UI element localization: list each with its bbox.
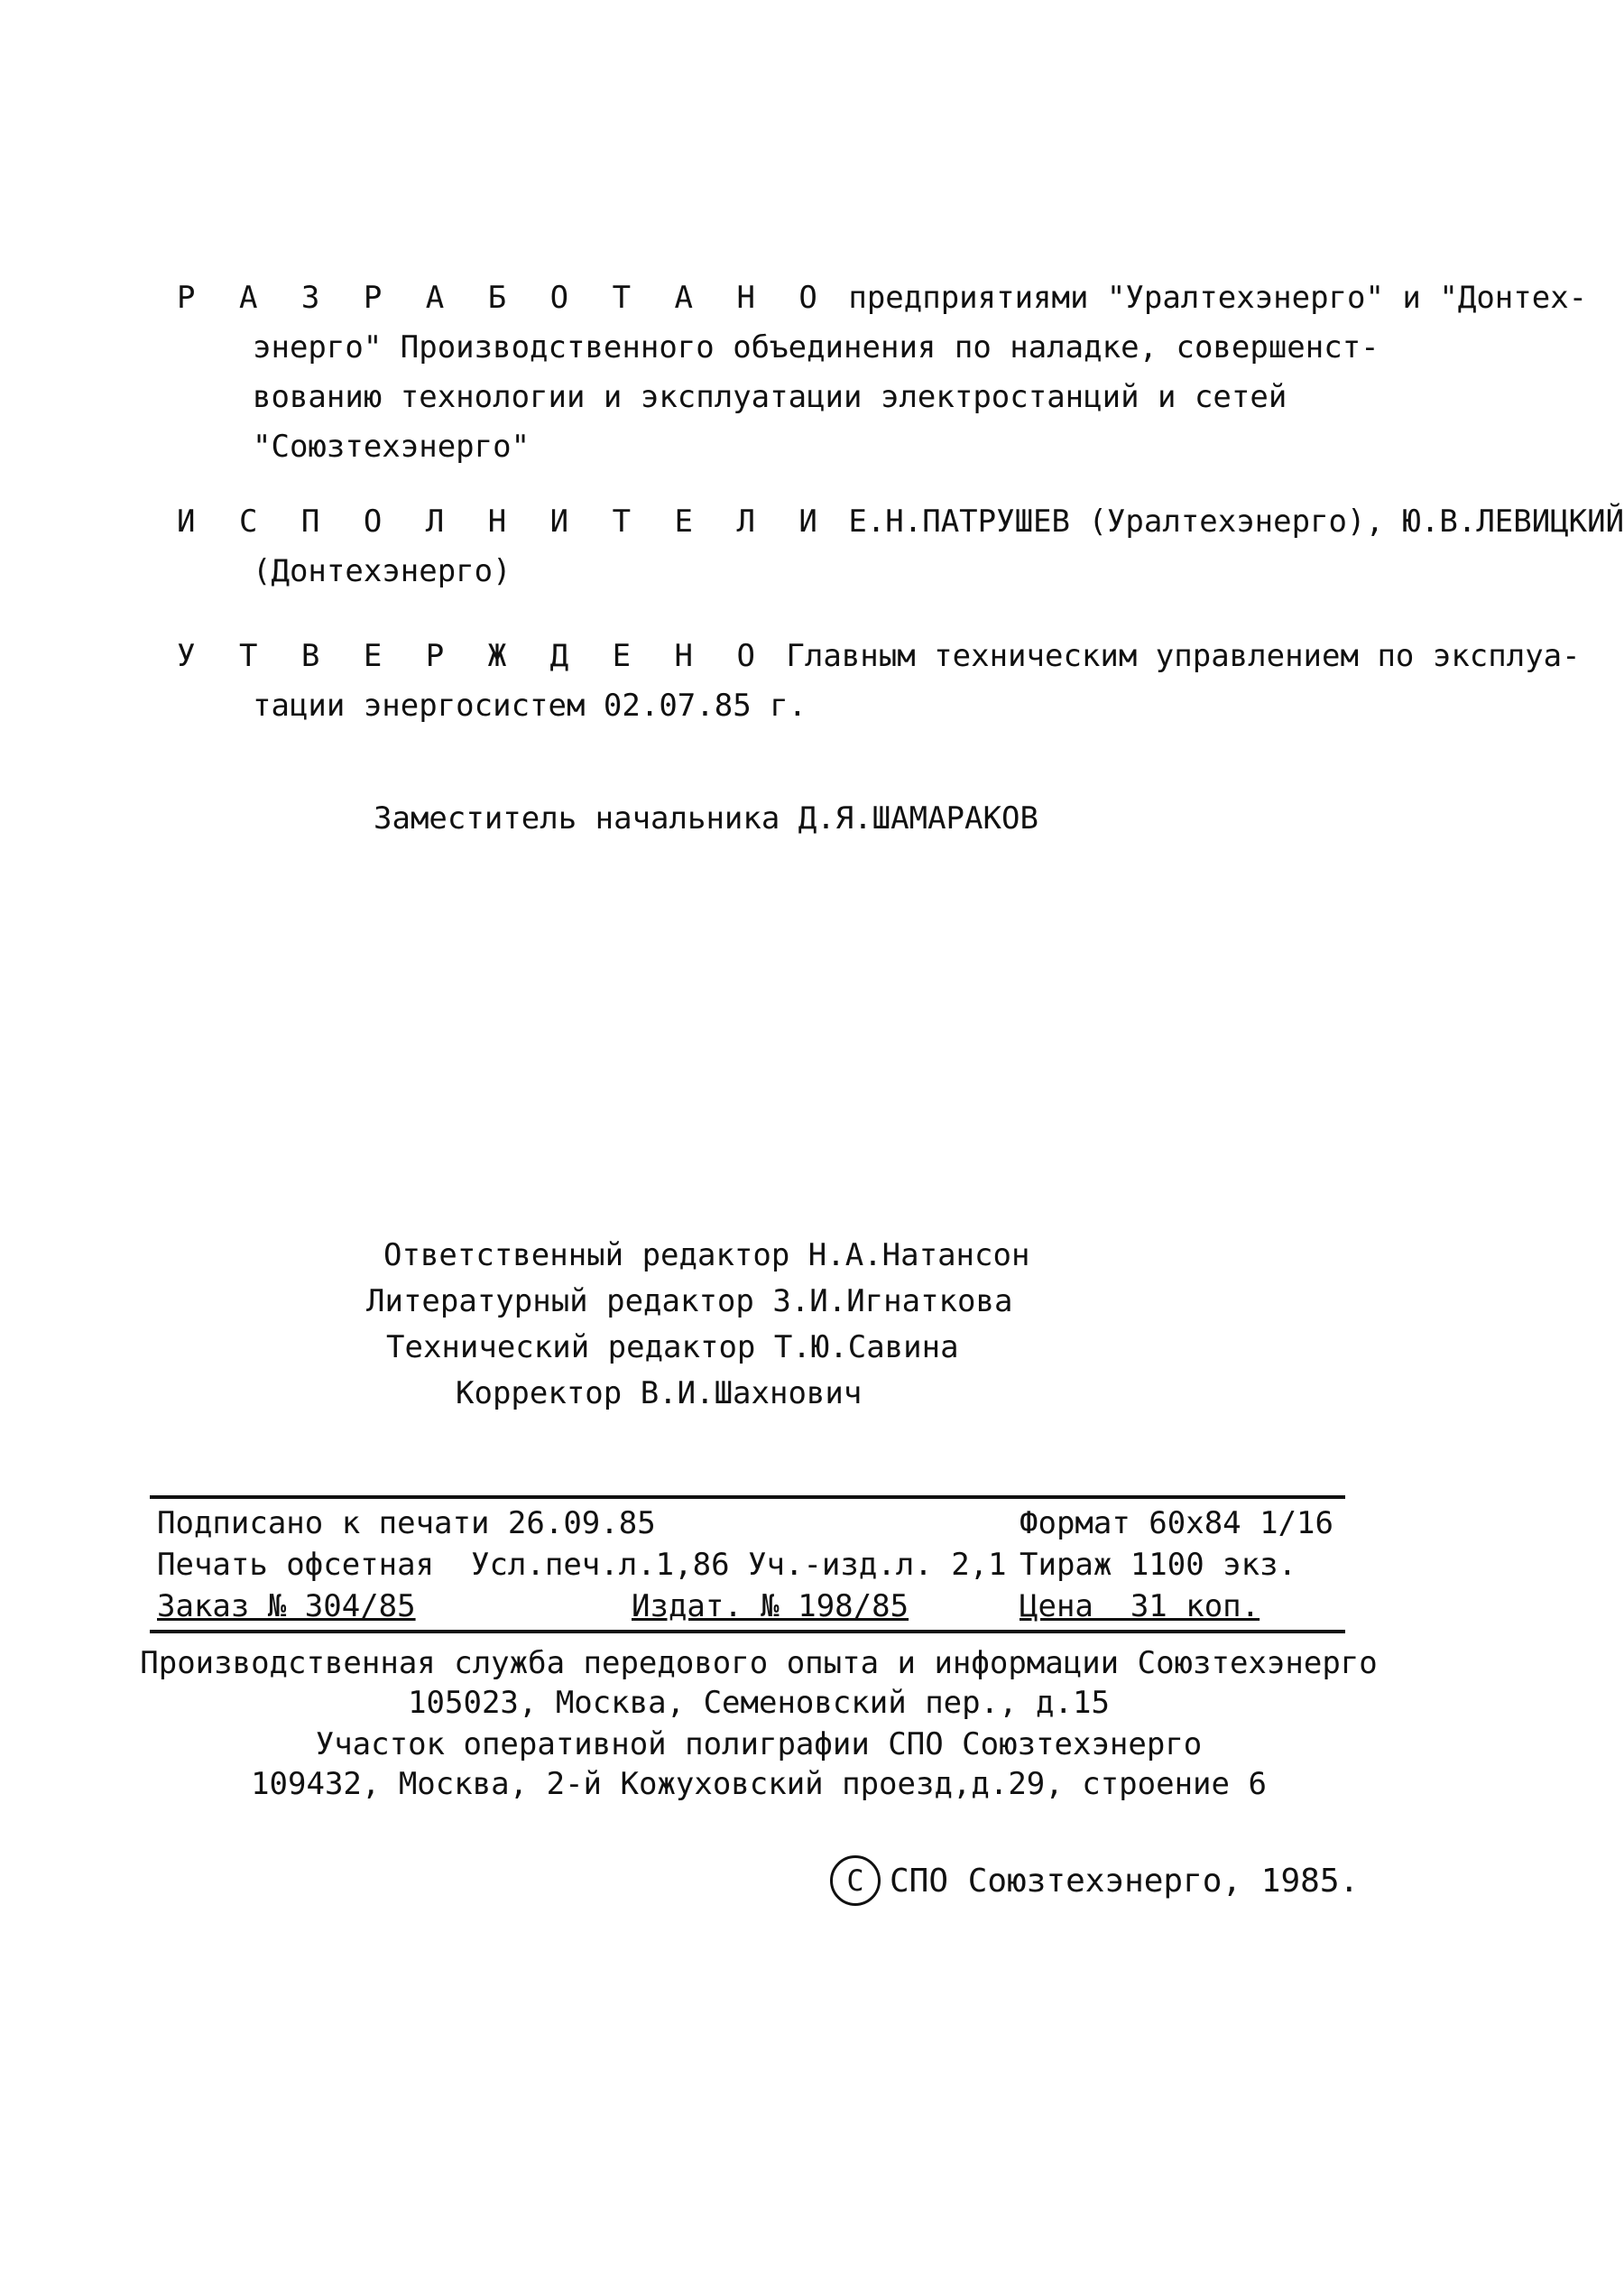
- publisher-line-3: Участок оперативной полиграфии СПО Союзтехэнерго: [315, 1726, 1203, 1762]
- imprint-bottom-rule: [150, 1630, 1345, 1633]
- developed-label: Р А З Р А Б О Т А Н О: [177, 280, 830, 316]
- editor-1: Ответственный редактор Н.А.Натансон: [383, 1237, 1030, 1273]
- developed-line-2: энерго" Производственного объединения по наладке, совершенст-: [253, 329, 1379, 365]
- copyright-icon: С: [830, 1855, 881, 1906]
- developed-line-3: вованию технологии и эксплуатации электростанций и сетей: [253, 379, 1287, 415]
- editor-3: Технический редактор Т.Ю.Савина: [386, 1329, 959, 1365]
- imprint-signed: Подписано к печати 26.09.85: [157, 1505, 656, 1541]
- approved-line-2: тации энергосистем 02.07.85 г.: [253, 688, 807, 724]
- executors-line-1: Е.Н.ПАТРУШЕВ (Уралтехэнерго), Ю.В.ЛЕВИЦКИЙ: [829, 504, 1624, 540]
- imprint-top-rule: [150, 1495, 1345, 1499]
- developed-line-4: "Союзтехэнерго": [253, 429, 531, 465]
- publisher-line-2: 105023, Москва, Семеновский пер., д.15: [408, 1685, 1110, 1721]
- editor-4: Корректор В.И.Шахнович: [456, 1375, 863, 1411]
- editor-2: Литературный редактор З.И.Игнаткова: [366, 1283, 1013, 1319]
- imprint-format: Формат 60х84 1/16: [1020, 1505, 1333, 1541]
- executors-line-2: (Донтехэнерго): [253, 553, 512, 589]
- executors-label: И С П О Л Н И Т Е Л И: [177, 504, 830, 540]
- imprint-publication: Издат. № 198/85: [632, 1588, 909, 1624]
- copyright-notice: [830, 1855, 1359, 1906]
- approved-line-1: Главным техническим управлением по эксплуа-: [767, 638, 1581, 674]
- approved-section: [177, 582, 1581, 781]
- approved-label: У Т В Е Р Ж Д Е Н О: [177, 638, 768, 674]
- imprint-print-type: Печать офсетная Усл.печ.л.1,86 Уч.-изд.л. 2,1: [157, 1547, 1007, 1583]
- imprint-price: Цена 31 коп.: [1020, 1588, 1260, 1624]
- imprint-order: Заказ № 304/85: [157, 1588, 416, 1624]
- imprint-run: Тираж 1100 экз.: [1020, 1547, 1297, 1583]
- developed-line-1: предприятиями "Уралтехэнерго" и "Донтех-: [829, 280, 1588, 316]
- copyright-text: СПО Союзтехэнерго, 1985.: [890, 1862, 1360, 1900]
- deputy-line: Заместитель начальника Д.Я.ШАМАРАКОВ: [374, 800, 1038, 837]
- publisher-line-1: Производственная служба передового опыта и информации Союзтехэнерго: [140, 1645, 1378, 1681]
- publisher-line-4: 109432, Москва, 2-й Кожуховский проезд,д.29, строение 6: [251, 1766, 1267, 1802]
